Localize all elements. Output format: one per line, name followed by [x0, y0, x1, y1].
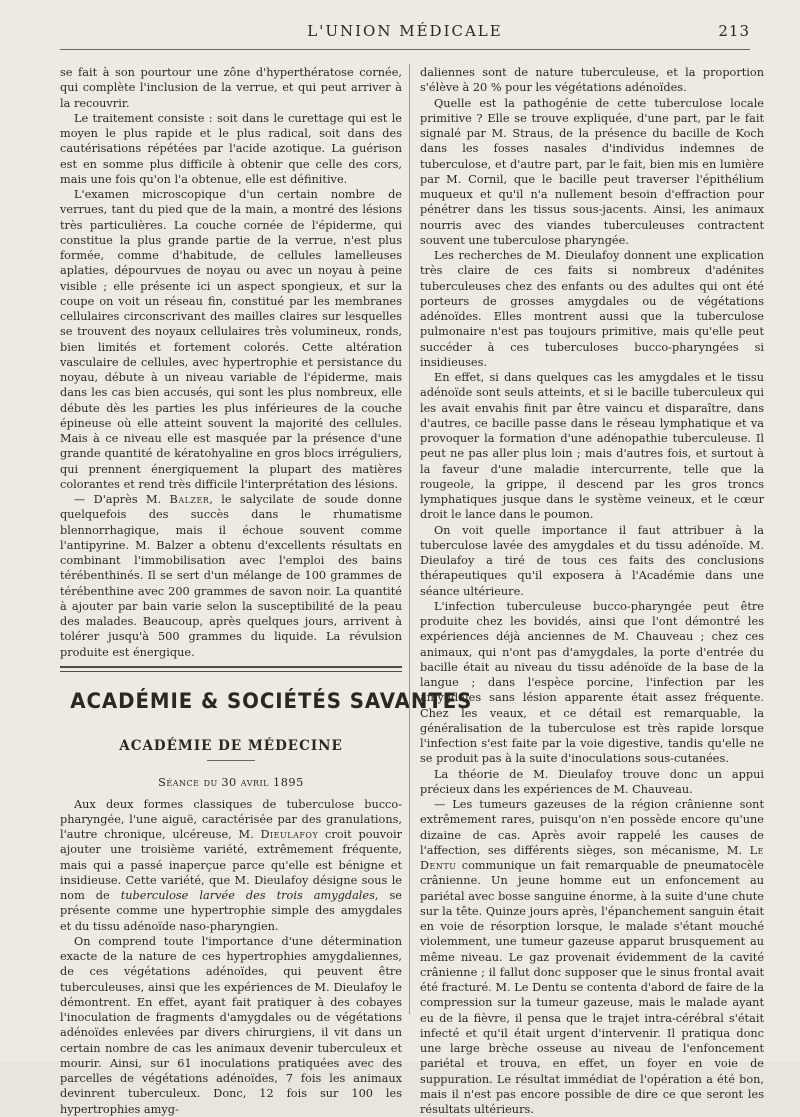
author-name-le-dentu: Le Dentu: [420, 843, 764, 872]
session-date: [60, 775, 402, 790]
dentu-text: communique un fait remarquable de pneumatocèle crânienne. Un jeune homme eut un enfoncement au pariétal avec bosse sanguine énorme, à la suite d'une chute sur la tête. Quinze jours après, l'épanchement sanguin était en voie de résorption lorsque, le malade s'étant mouché violemment, une tumeur gazeuse apparut brusquement au même niveau. Le gaz provenait évidemment de la cavité crânienne ; il fallut donc supposer que le sinus frontal avait été fracturé. M. Le Dentu se contenta d'abord de faire de la compression sur la tumeur gazeuse, mais le malade ayant eu de la fièvre, il pensa que le trajet intra-cérébral s'était infecté et qu'il était urgent d'intervenir. Il pratiqua donc une large brèche osseuse au niveau de l'enfoncement pariétal et trouva, en effet, un foyer en voie de suppuration. Le résultat immédiat de l'opération a été bon, mais il n'est pas encore possible de dire ce que seront les résultats ultérieurs.: [420, 859, 764, 1116]
paragraph-le-dentu: [420, 797, 764, 1117]
paragraph-infection-bovides: L'infection tuberculeuse bucco-pharyngée peut être produite chez les bovidés, ainsi que l'ont démontré les expériences déjà anciennes de M. Chauveau ; chez ces animaux, qui n'ont pas d'amygdales, la porte d'entrée du bacille était au niveau du tissu adénoïde de la base de la langue ; dans l'espèce porcine, l'infection par les amygdales sans lésion apparente était assez fréquente. Chez les veaux, et ce détail est remarquable, la généralisation de la tuberculose est très rapide lorsque l'infection s'est faite par la voie digestive, tandis qu'elle ne se produit pas à la suite d'inoculations sous-cutanées.: [420, 599, 764, 766]
header-rule: [60, 49, 750, 50]
session-label: Séance du: [158, 776, 218, 790]
term-tuberculose-larvee: tuberculose larvée des trois amygdales: [120, 889, 375, 902]
dieulafoy-lead: Aux deux formes classiques de tuberculose bucco-pharyngée, l'une aiguë, caractérisée par des granulations, l'autre chronique, ulcéreuse, M.: [60, 797, 402, 841]
dieulafoy-tail: , se présente comme une hypertrophie simple des amygdales et du tissu adénoïde naso-pharyngien.: [60, 889, 402, 933]
session-date-value: 30 avril 1895: [221, 776, 304, 790]
column-divider: [409, 64, 410, 1014]
subsection-rule: [207, 760, 255, 761]
paragraph-dieulafoy: [60, 797, 402, 934]
paragraph-recherches: Les recherches de M. Dieulafoy donnent une explication très claire de ces faits si nombreux d'adénites tuberculeuses chez des enfants ou des adultes qui ont été porteurs de grosses amygdales ou de végétations adénoïdes. Elles montrent aussi que la tuberculose pulmonaire n'est pas toujours primitive, mais qu'elle peut succéder à ces tuberculoses bucco-pharyngées si insidieuses.: [420, 249, 764, 369]
paragraph-importance-tuberculose: On voit quelle importance il faut attribuer à la tuberculose lavée des amygdales et du tissu adénoïde. M. Dieulafoy a tiré de tous ces faits des conclusions thérapeutiques qu'il exposera à l'Académie dans une séance ultérieure.: [420, 523, 764, 598]
section-divider: [60, 666, 402, 672]
paragraph-examen-microscopique: L'examen microscopique d'un certain nombre de verrues, tant du pied que de la main, a montré des lésions très particulières. La couche cornée de l'épiderme, qui constitue la plus grande partie de la verrue, n'est plus formée, comme d'habitude, de cellules lamelleuses aplaties, dépourvues de noyau ou avec un noyau à peine visible ; elle présente ici un aspect spongieux, et sur la coupe on voit un réseau fin, constitué par les membranes cellulaires circonscrivant des mailles claires sur lesquelles se trouvent des noyaux cellulaires très volumineux, ronds, bien limités et fortement colorés. Cette altération vasculaire de cellules, avec hypertrophie et persistance du noyau, débute à un niveau variable de l'épiderme, mais dans les cas bien accusés, qui sont les plus nombreux, elle débute dès les parties les plus inférieures de la couche épineuse où elle atteint souvent la majorité des cellules. Mais à ce niveau elle est masquée par la présence d'une grande quantité de kératohyaline en gros blocs irréguliers, qui prennent énergiquement la plupart des matières colorantes et rend très difficile l'interprétation des lésions.: [60, 188, 402, 491]
author-name-balzer: Balzer: [169, 493, 210, 506]
section-title: ACADÉMIE & SOCIÉTÉS SAVANTES: [70, 688, 473, 713]
subsection-title: ACADÉMIE DE MÉDECINE: [119, 738, 343, 754]
paragraph-en-effet: En effet, si dans quelques cas les amygdales et le tissu adénoïde sont seuls atteints, et si le bacille tuberculeux qui les avait envahis finit par être vaincu et disparaître, dans d'autres, ce bacille passe dans le réseau lymphatique et va provoquer la formation d'une adénopathie tuberculeuse. Il peut ne pas aller plus loin ; mais d'autres fois, et surtout à la faveur d'une maladie intercurrente, telle que la rougeole, la grippe, il descend par les gros troncs lymphatiques jusque dans le système veineux, et le cœur droit le lance dans le poumon.: [420, 371, 764, 522]
paragraph-balzer: [60, 492, 402, 660]
journal-title: L'UNION MÉDICALE: [307, 22, 503, 40]
paragraph-verrue-continuation: se fait à son pourtour une zône d'hyperthératose cornée, qui complète l'inclusion de la verrue, et qui peut arriver à la recouvrir.: [60, 66, 402, 110]
dentu-lead: — Les tumeurs gazeuses de la région crânienne sont extrêmement rares, puisqu'on n'en possède encore qu'une dizaine de cas. Après avoir rappelé les causes de l'affection, ses différents sièges, son mécanisme, M.: [420, 798, 764, 857]
page-number: 213: [718, 22, 750, 40]
right-column: [420, 65, 764, 1117]
balzer-text: , le salycilate de soude donne quelquefois des succès dans le rhumatisme blennorrhagique, mais il échoue souvent comme l'antipyrine. M. Balzer a obtenu d'excellents résultats en combinant l'immobilisation avec l'emploi des bains térébenthinés. Il se sert d'un mélange de 100 grammes de térébenthine avec 200 grammes de savon noir. La quantité à ajouter par bain varie selon la susceptibilité de la peau des malades. Beaucoup, après quelques jours, arrivent à tolérer jusqu'à 500 grammes du liquide. La révulsion produite est énergique.: [60, 493, 402, 659]
paragraph-importance: On comprend toute l'importance d'une détermination exacte de la nature de ces hypertrophies amygdaliennes, de ces végétations adénoïdes, qui peuvent être tuberculeuses, ainsi que les expériences de M. Dieulafoy le démontrent. En effet, ayant fait pratiquer à des cobayes l'inoculation de fragments d'amygdales ou de végétations adénoïdes enlevées par divers chirurgiens, il vit dans un certain nombre de cas les animaux devenir tuberculeux et mourir. Ainsi, sur 61 inoculations pratiquées avec des parcelles de végétations adénoïdes, 7 fois les animaux devinrent tuberculeux. Donc, 12 fois sur 100 les hypertrophies amyg-: [60, 934, 402, 1116]
left-column: [60, 65, 473, 1117]
author-name-dieulafoy: Dieulafoy: [260, 828, 319, 841]
balzer-lead: — D'après M.: [74, 493, 170, 506]
paragraph-traitement: Le traitement consiste : soit dans le curettage qui est le moyen le plus rapide et le plus radical, soit dans des cautérisations répétées par l'acide azotique. La guérison est en somme plus difficile à obtenir que celle des cors, mais une fois qu'on l'a obtenue, elle est définitive.: [60, 111, 402, 186]
paragraph-pathogenie: Quelle est la pathogénie de cette tuberculose locale primitive ? Elle se trouve expliquée, d'une part, par le fait signalé par M. Straus, de la présence du bacille de Koch dans les fosses nasales d'individus indemnes de tuberculose, et d'autre part, par le fait, bien mis en lumière par M. Cornil, que le bacille peut traverser l'épithélium muqueux et qu'il n'a nullement besoin d'effraction pour pénétrer dans les tissus sous-jacents. Ainsi, les animaux nourris avec des viandes tuberculeuses contractent souvent une tuberculose pharyngée.: [420, 96, 764, 247]
paragraph-amygdaliennes-continuation: daliennes sont de nature tuberculeuse, et la proportion s'élève à 20 % pour les végétations adénoïdes.: [420, 66, 764, 95]
dieulafoy-middle: croit pouvoir ajouter une troisième variété, extrêmement fréquente, mais qui a passé inaperçue parce qu'elle est bénigne et insidieuse. Cette variété, que M. Dieulafoy désigne sous le nom de: [60, 828, 402, 902]
paragraph-theorie: La théorie de M. Dieulafoy trouve donc un appui précieux dans les expériences de M. Chauveau.: [420, 767, 764, 796]
running-head: [60, 20, 750, 44]
